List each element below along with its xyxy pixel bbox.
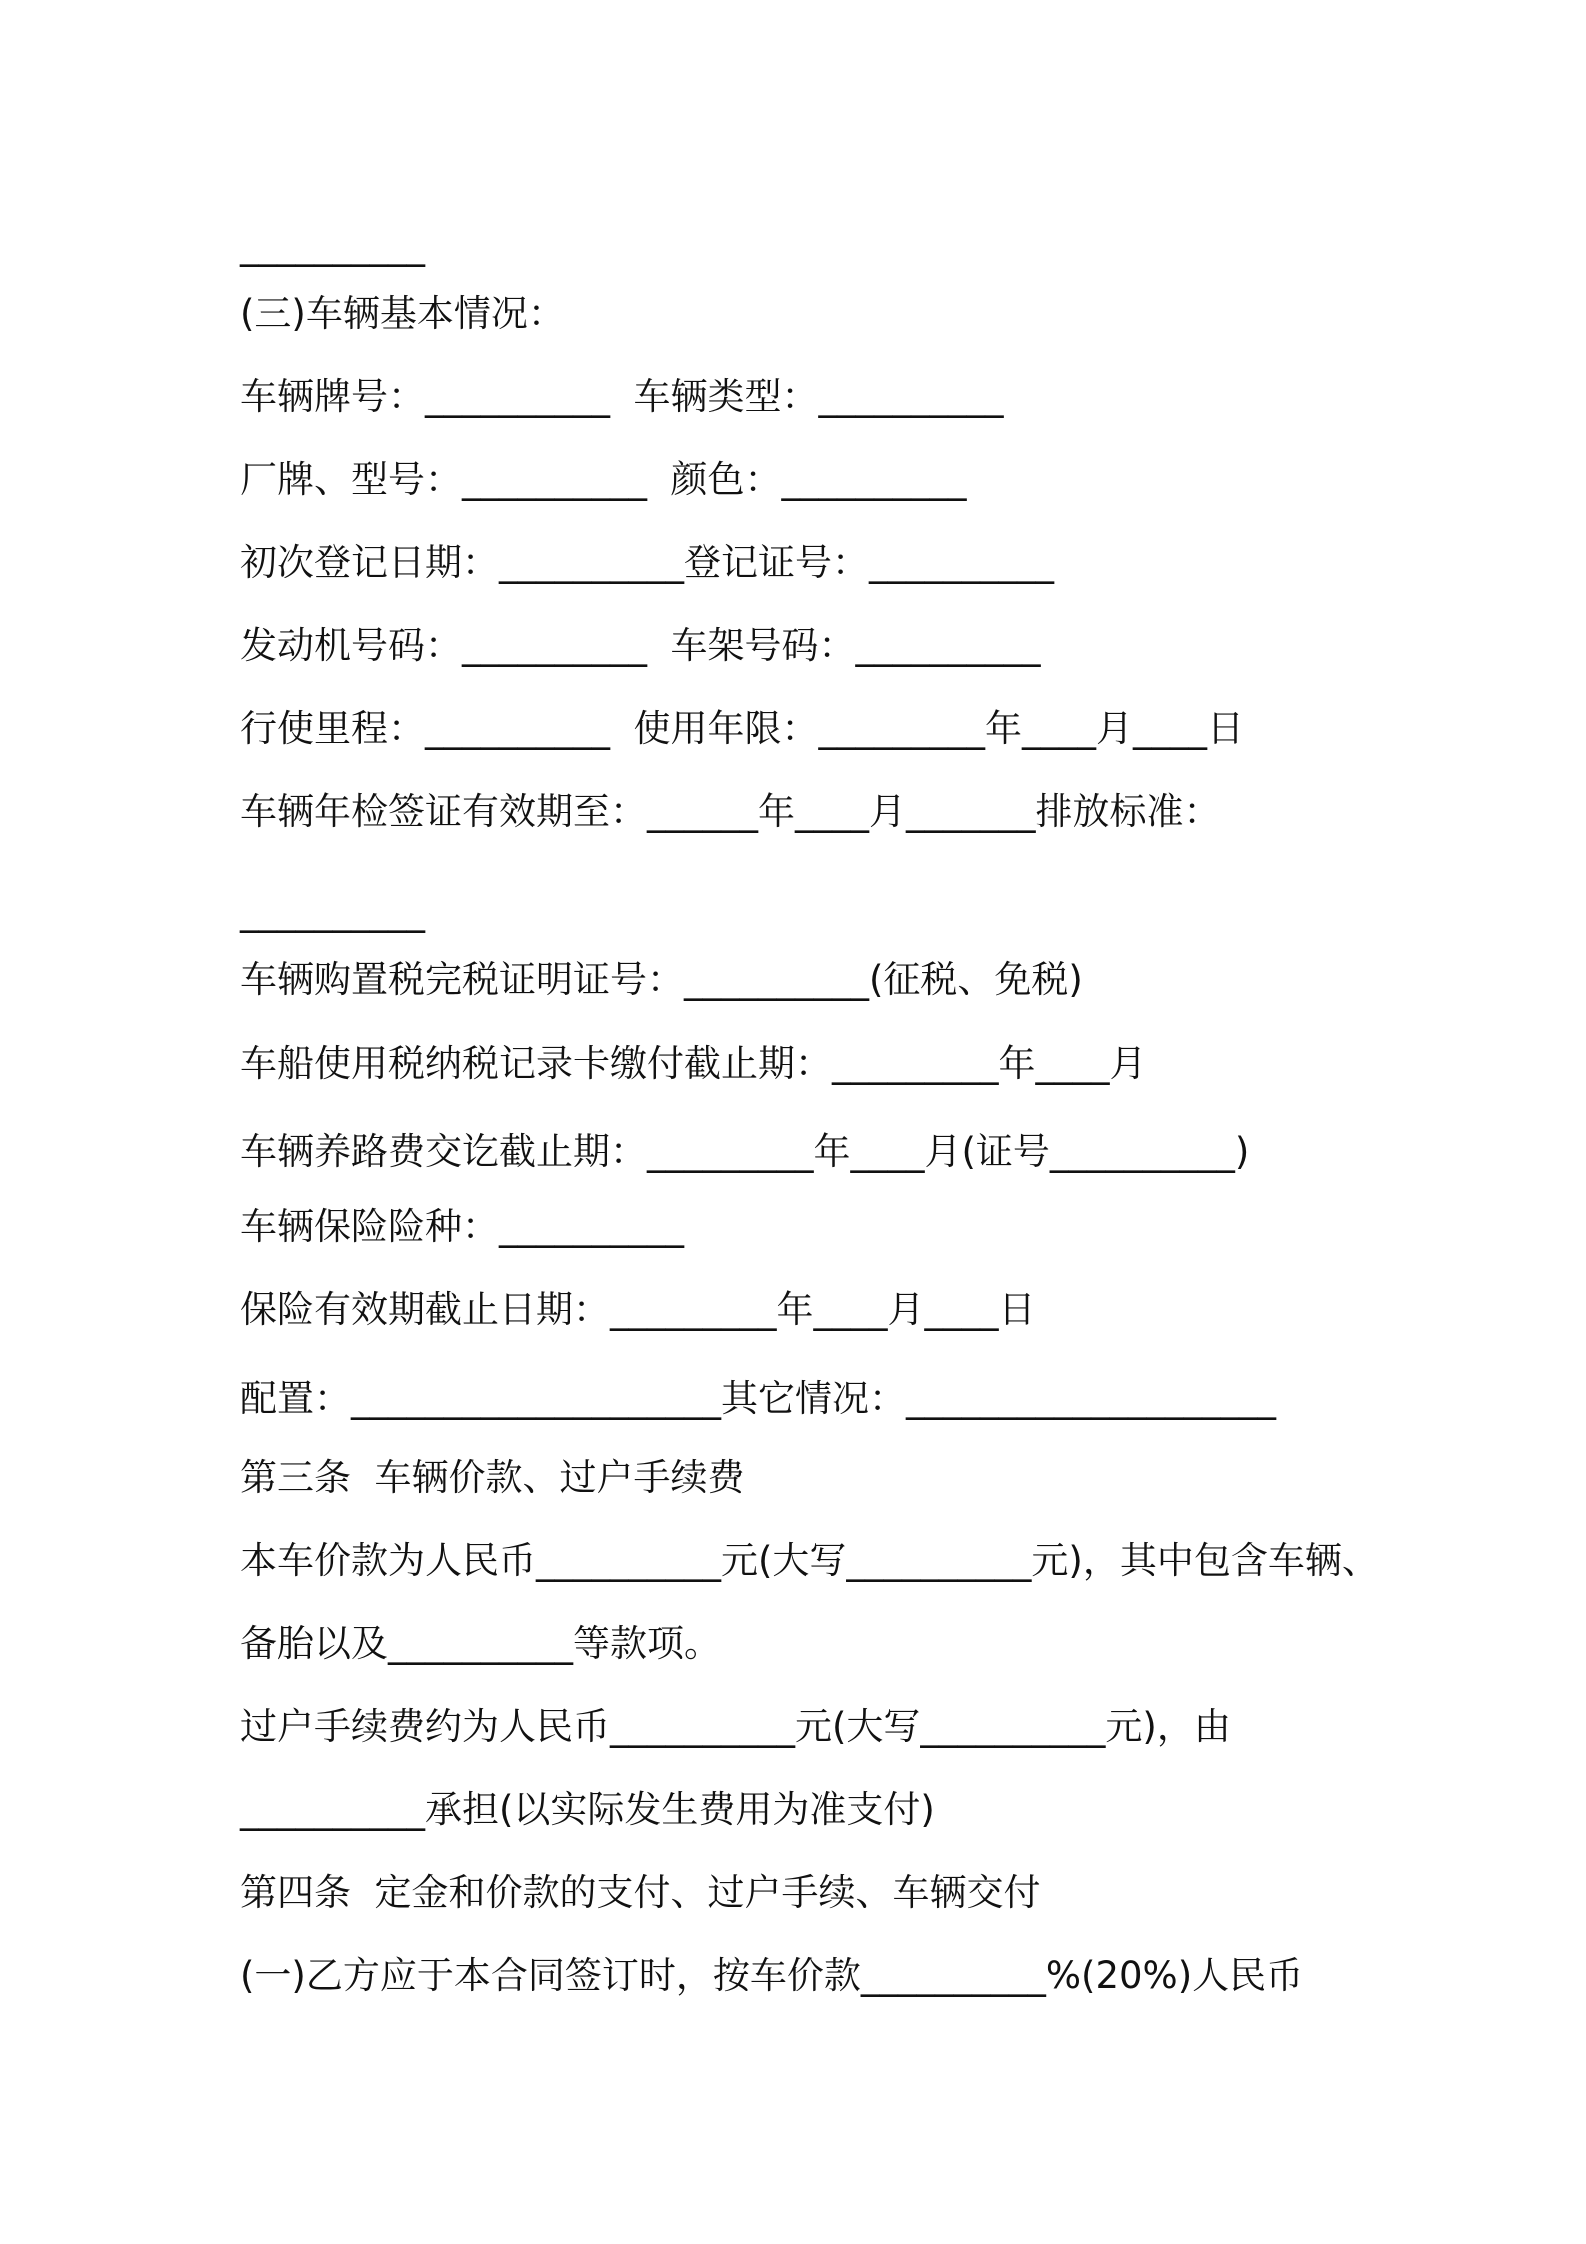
spare-tire-line: 备胎以及__________等款项。	[240, 1622, 721, 1665]
registration-line: 初次登记日期：__________登记证号：__________	[240, 541, 1054, 584]
plate-and-type-line: 车辆牌号：__________ 车辆类型：__________	[240, 375, 1004, 418]
transfer-fee-line: 过户手续费约为人民币__________元(大写__________元)，由	[240, 1705, 1231, 1748]
transfer-fee-payer-line: __________承担(以实际发生费用为准支付)	[240, 1788, 935, 1831]
config-other-line: 配置：____________________其它情况：____________________	[240, 1377, 1276, 1420]
brand-and-color-line: 厂牌、型号：__________ 颜色：__________	[240, 458, 967, 501]
mileage-years-line: 行使里程：__________ 使用年限：_________年____月____日	[240, 707, 1245, 750]
purchase-tax-line: 车辆购置税完税证明证号：__________(征税、免税)	[240, 958, 1083, 1001]
emission-blank-line: __________	[240, 890, 425, 933]
article-four-heading: 第四条 定金和价款的支付、过户手续、车辆交付	[240, 1871, 1041, 1914]
section-vehicle-basics: (三)车辆基本情况：	[240, 292, 565, 335]
vehicle-price-line: 本车价款为人民币__________元(大写__________元)，其中包含车辆、	[240, 1539, 1379, 1582]
engine-frame-line: 发动机号码：__________ 车架号码：__________	[240, 624, 1041, 667]
blank-line-top: __________	[240, 224, 425, 267]
vessel-tax-line: 车船使用税纳税记录卡缴付截止期：_________年____月	[240, 1042, 1147, 1085]
inspection-emission-line: 车辆年检签证有效期至：______年____月_______排放标准：	[240, 790, 1221, 833]
insurance-type-line: 车辆保险险种：__________	[240, 1205, 684, 1248]
insurance-expiry-line: 保险有效期截止日期：_________年____月____日	[240, 1288, 1036, 1331]
article-three-heading: 第三条 车辆价款、过户手续费	[240, 1456, 745, 1499]
deposit-line: (一)乙方应于本合同签订时，按车价款__________%(20%)人民币	[240, 1954, 1304, 1997]
road-fee-line: 车辆养路费交讫截止期：_________年____月(证号__________)	[240, 1130, 1250, 1173]
